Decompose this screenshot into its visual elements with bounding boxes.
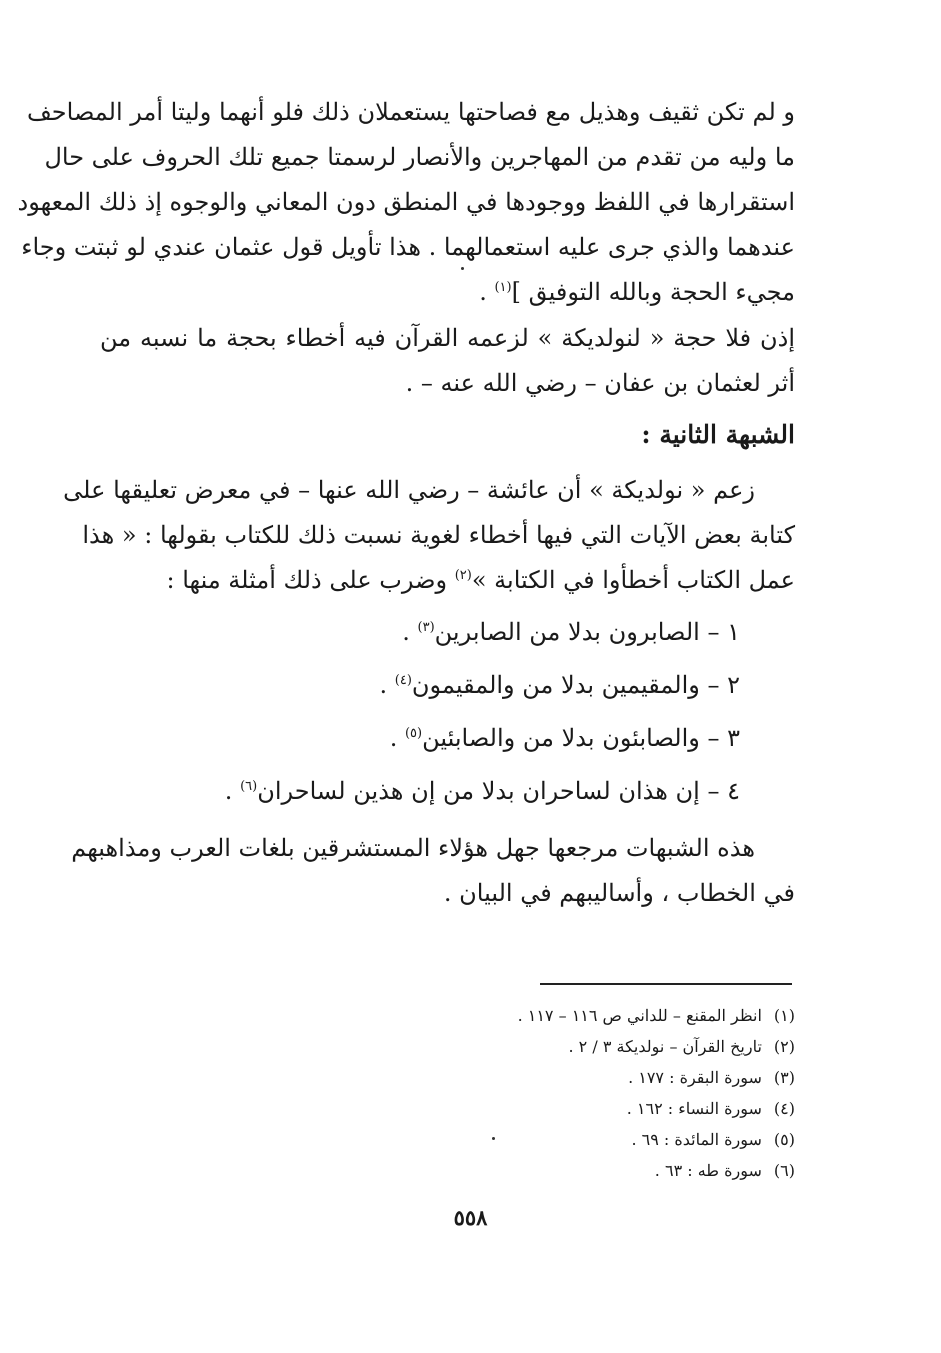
text-line: أثر لعثمان بن عفان – رضي الله عنه – . [405,369,795,397]
footnote-number: (٤) [773,1099,795,1118]
footnote-ref: (٢) [454,568,472,583]
text-line [100,270,795,315]
text-line: في الخطاب ، وأساليبهم في البيان . [443,879,795,907]
punctuation: . [402,618,418,646]
footnote-number: (٦) [773,1161,795,1180]
examples-list [100,606,795,818]
footnote-text: سورة طه : ٦٣ . [654,1161,762,1180]
list-item [100,606,795,659]
text-line: كتابة بعض الآيات التي فيها أخطاء لغوية نسبت ذلك للكتاب بقولها : « هذا [82,521,795,549]
footnote-ref: (٥) [404,726,423,741]
footnote [100,1155,795,1186]
footnote [100,1000,795,1031]
list-item-text: ٣ – والصابئون بدلا من والصابئين [422,724,740,752]
footnote-number: (١) [773,1006,795,1025]
punctuation: . [389,724,405,752]
list-item [100,765,795,818]
list-item-text: ٤ – إن هذان لساحران بدلا من إن هذين لساحران [257,777,740,805]
footnote [100,1031,795,1062]
footnote-ref: (٣) [417,620,435,635]
punctuation: . [479,278,495,306]
text-segment: وضرب على ذلك أمثلة منها : [166,566,455,594]
text-line: إذن فلا حجة « لنولديكة » لزعمه القرآن فيه أخطاء بحجة ما نسبه من [100,324,796,352]
footnote-number: (٢) [773,1037,795,1056]
list-item-text: ١ – الصابرون بدلا من الصابرين [434,618,740,646]
punctuation: . [224,777,241,805]
footnote-number: (٥) [773,1130,795,1149]
paragraph-2 [100,316,795,406]
paragraph-3 [63,468,795,603]
list-item [100,659,795,712]
scan-speck [461,267,464,270]
section-heading: الشبهة الثانية : [641,420,795,449]
page-number: ٥٥٨ [453,1205,488,1230]
footnote-ref: (٦) [240,779,258,794]
footnote-ref: (١) [494,280,512,295]
footnote-text: سورة البقرة : ١٧٧ . [628,1068,762,1087]
footnotes [100,1000,795,1186]
text-line: ما وليه من تقدم من المهاجرين والأنصار لرسمتا جميع تلك الحروف على حال [44,143,795,171]
footnote-number: (٣) [773,1068,795,1087]
footnote-text: انظر المقنع – للداني ص ١١٦ – ١١٧ . [517,1006,762,1025]
text-segment: مجيء الحجة وبالله التوفيق ] [511,278,795,306]
text-line: زعم « نولديكة » أن عائشة – رضي الله عنها – في معرض تعليقها على [63,476,755,504]
footnote-ref: (٤) [394,673,412,688]
list-item [100,712,795,765]
text-line: و لم تكن ثقيف وهذيل مع فصاحتها يستعملان ذلك فلو أنهما وليتا أمر المصاحف [26,98,795,126]
footnote [100,1124,795,1155]
text-line: استقرارها في اللفظ ووجودها في المنطق دون المعاني والوجوه إذ ذلك المعهود [17,188,795,216]
footnote [100,1062,795,1093]
punctuation: . [379,671,395,699]
text-line: هذه الشبهات مرجعها جهل هؤلاء المستشرقين بلغات العرب ومذاهبهم [71,834,755,862]
footnote [100,1093,795,1124]
footnote-text: سورة النساء : ١٦٢ . [626,1099,762,1118]
list-item-text: ٢ – والمقيمين بدلا من والمقيمون [411,671,740,699]
paragraph-1 [17,90,795,315]
footnote-text: سورة المائدة : ٦٩ . [631,1130,762,1149]
text-line [100,558,795,603]
paragraph-4 [71,826,795,916]
footnote-text: تاريخ القرآن – نولديكة ٣ / ٢ . [568,1037,762,1056]
text-line: عندهما والذي جرى عليه استعمالهما . هذا تأويل قول عثمان عندي لو ثبتت وجاء [21,233,795,261]
footnote-separator [540,983,792,985]
scan-speck [492,1137,495,1140]
text-segment: عمل الكتاب أخطأوا في الكتابة » [471,566,795,594]
